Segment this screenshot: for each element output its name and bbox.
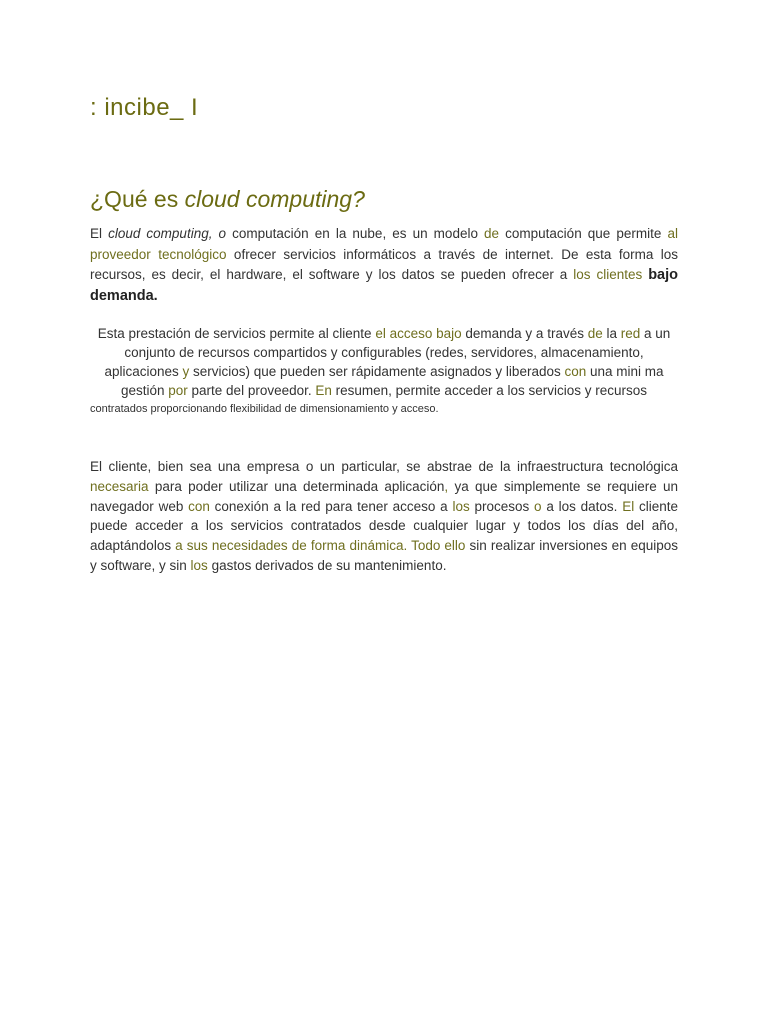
text-run-small: contratados proporcionando flexibilidad de dimensionamiento y acceso. xyxy=(90,403,439,415)
text-run-olive: a sus necesidades de forma dinámica. Todo ello xyxy=(175,538,466,554)
text-run-olive: con xyxy=(564,364,587,379)
text-run-olive: El xyxy=(622,498,635,514)
text-run-olive: con xyxy=(188,498,210,514)
text-run: servicios) que pueden ser rápidamente asignados y liberados xyxy=(189,364,565,379)
text-run: gastos derivados de su mantenimiento. xyxy=(207,557,447,573)
title-prefix: ¿Qué es xyxy=(90,186,185,212)
text-run-olive: red xyxy=(620,326,641,341)
paragraph-definition xyxy=(90,224,678,306)
text-run: El cliente, bien sea una empresa o un particular, se abstrae de la infraestructura tecnológica xyxy=(90,459,678,474)
text-run-italic: cloud computing, o xyxy=(108,226,227,241)
text-run: demanda y a través xyxy=(461,326,588,341)
text-run-olive: de xyxy=(484,226,500,241)
text-run-olive: clientes xyxy=(590,267,649,282)
text-run: la xyxy=(602,326,621,341)
text-run: El xyxy=(90,226,109,241)
text-run-olive: los xyxy=(452,498,470,514)
text-run-olive: necesaria xyxy=(90,478,149,494)
text-run: para poder utilizar una determinada aplicación xyxy=(148,478,445,494)
text-run: ya que simplemente se requiere un navegador web xyxy=(90,478,678,514)
text-run-olive: los xyxy=(573,267,591,282)
text-run-olive: al proveedor tecnológico xyxy=(90,226,678,262)
page-title xyxy=(90,186,365,213)
text-run: una mini ma gestión xyxy=(120,364,664,398)
text-run: sin realizar inversiones en equipos y software, y sin xyxy=(90,538,678,573)
text-run: computación en la nube, es un modelo xyxy=(226,226,485,241)
text-run-olive: En xyxy=(315,383,332,398)
text-run-olive: los xyxy=(190,557,208,573)
text-run: a los datos. xyxy=(541,498,623,514)
text-run: computación que permite xyxy=(499,226,668,241)
text-run-olive: por xyxy=(168,383,188,398)
text-run-olive: de xyxy=(587,326,603,341)
text-run-olive: o xyxy=(534,498,542,514)
text-run: conexión a la red para tener acceso a xyxy=(209,498,453,514)
text-run: Esta prestación de servicios permite al cliente xyxy=(97,326,376,341)
text-run-olive: , xyxy=(444,478,449,494)
text-run: cliente puede acceder a los servicios contratados desde cualquier lugar y todos los días del año, adaptándolos xyxy=(90,498,678,554)
text-run: resumen, permite acceder a los servicios y recursos xyxy=(331,383,648,398)
text-run-olive: y xyxy=(182,364,190,379)
paragraph-services xyxy=(90,324,678,417)
incibe-logo: : incibe_ I xyxy=(90,94,199,121)
text-run: procesos xyxy=(469,498,535,514)
text-run: ofrecer servicios informáticos a través de internet. De esta forma los recursos, es decir, el hardware, el software y los datos se pueden ofrecer a xyxy=(90,246,678,282)
text-run-bold: bajo demanda. xyxy=(90,267,678,304)
text-run-olive: el acceso bajo xyxy=(375,326,462,341)
text-run: parte del proveedor. xyxy=(187,383,316,398)
title-italic: cloud computing? xyxy=(184,186,365,212)
paragraph-client xyxy=(90,457,678,576)
text-run: a un conjunto de recursos compartidos y configurables (redes, servidores, almacenamiento, aplicaciones xyxy=(104,326,671,379)
